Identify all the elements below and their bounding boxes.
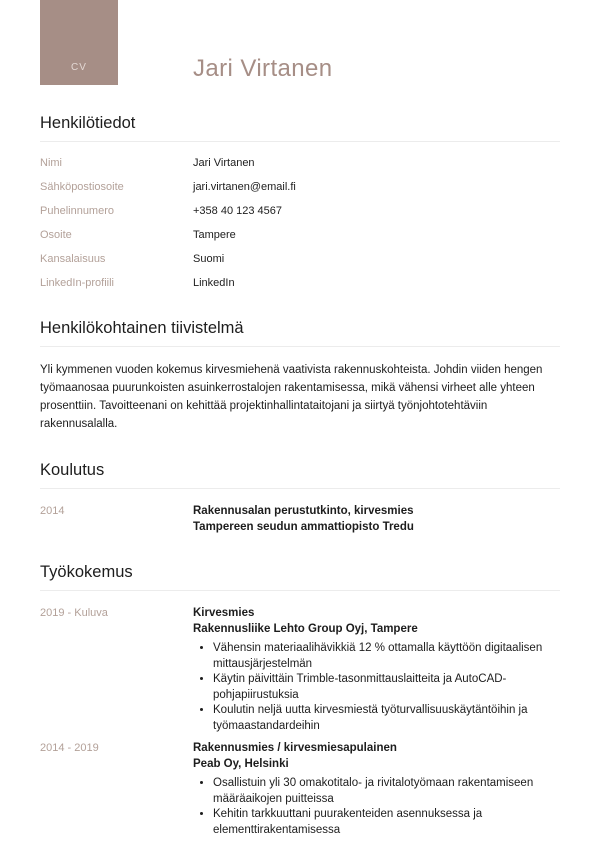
page-title: Jari Virtanen	[193, 55, 333, 82]
info-label: Kansalaisuus	[40, 253, 106, 265]
info-row	[40, 277, 560, 290]
info-label: Osoite	[40, 229, 72, 241]
bullet-item: • Kehitin tarkkuuttani puurakenteiden asennuksessa ja elementtirakentamisessa	[213, 807, 560, 838]
info-value: Jari Virtanen	[193, 157, 255, 169]
info-row	[40, 253, 560, 266]
info-value: jari.virtanen@email.fi	[193, 181, 296, 193]
info-value: Tampere	[193, 229, 236, 241]
info-label: Sähköpostiosoite	[40, 181, 124, 193]
info-row	[40, 229, 560, 242]
info-row	[40, 157, 560, 170]
entry-period: 2014	[40, 505, 65, 517]
section-divider	[40, 488, 560, 489]
entry-bullet-list	[193, 776, 560, 838]
bullet-item: • Koulutin neljä uutta kirvesmiestä työturvallisuuskäytäntöihin ja työmaastandardeihin	[213, 703, 560, 734]
bullet-item: • Osallistuin yli 30 omakotitalo- ja rivitalotyömaan rakentamiseen määräaikojen puitteissa	[213, 776, 560, 807]
entry-details	[193, 740, 560, 838]
entry-details	[193, 503, 560, 535]
personal-info-list	[40, 157, 560, 290]
section-title: Henkilötiedot	[40, 114, 136, 132]
experience-entry	[40, 740, 560, 838]
cv-badge	[40, 0, 118, 85]
section-summary	[40, 318, 560, 433]
section-divider	[40, 346, 560, 347]
entry-degree: Rakennusalan perustutkinto, kirvesmies	[193, 505, 414, 517]
section-education	[40, 460, 560, 535]
section-experience	[40, 562, 560, 838]
entry-role: Rakennusmies / kirvesmiesapulainen	[193, 742, 397, 754]
info-row	[40, 205, 560, 218]
bullet-item: • Vähensin materiaalihävikkiä 12 % ottamalla käyttöön digitaalisen mittausjärjestelmän	[213, 641, 560, 672]
entry-details	[193, 605, 560, 734]
section-divider	[40, 141, 560, 142]
entry-school: Tampereen seudun ammattiopisto Tredu	[193, 521, 414, 533]
entry-employer: Peab Oy, Helsinki	[193, 758, 289, 770]
info-value-linkedin: LinkedIn	[193, 277, 235, 289]
entry-bullet-list	[193, 641, 560, 734]
info-label: Nimi	[40, 157, 62, 169]
info-value: +358 40 123 4567	[193, 205, 283, 217]
section-title: Henkilökohtainen tiivistelmä	[40, 319, 244, 337]
education-entry	[40, 503, 560, 535]
entry-employer: Rakennusliike Lehto Group Oyj, Tampere	[193, 623, 418, 635]
info-row	[40, 181, 560, 194]
info-label: Puhelinnumero	[40, 205, 114, 217]
section-title: Työkokemus	[40, 563, 133, 581]
entry-period: 2019 - Kuluva	[40, 607, 108, 619]
info-value: Suomi	[193, 253, 225, 265]
header	[40, 0, 560, 85]
cv-badge-label: CV	[71, 62, 87, 73]
section-title: Koulutus	[40, 461, 105, 479]
entry-period: 2014 - 2019	[40, 742, 99, 754]
section-divider	[40, 590, 560, 591]
section-personal	[40, 113, 560, 290]
entry-role: Kirvesmies	[193, 607, 255, 619]
experience-entry	[40, 605, 560, 734]
bullet-item: • Käytin päivittäin Trimble-tasonmittauslaitteita ja AutoCAD-pohjapiirustuksia	[213, 672, 560, 703]
info-label: LinkedIn-profiili	[40, 277, 114, 289]
summary-text: Yli kymmenen vuoden kokemus kirvesmiehenä vaativista rakennuskohteista. Johdin viiden hengen työmaanosaa puurunkoisten asuinkerrostalojen rakentamisessa, mikä vähensi virheet alle yhteen prosenttiin. Tavoitteenani on kehittää projektinhallintataitojani ja siirtyä työnjohtotehtäviin rakennusalalla.	[40, 364, 543, 430]
